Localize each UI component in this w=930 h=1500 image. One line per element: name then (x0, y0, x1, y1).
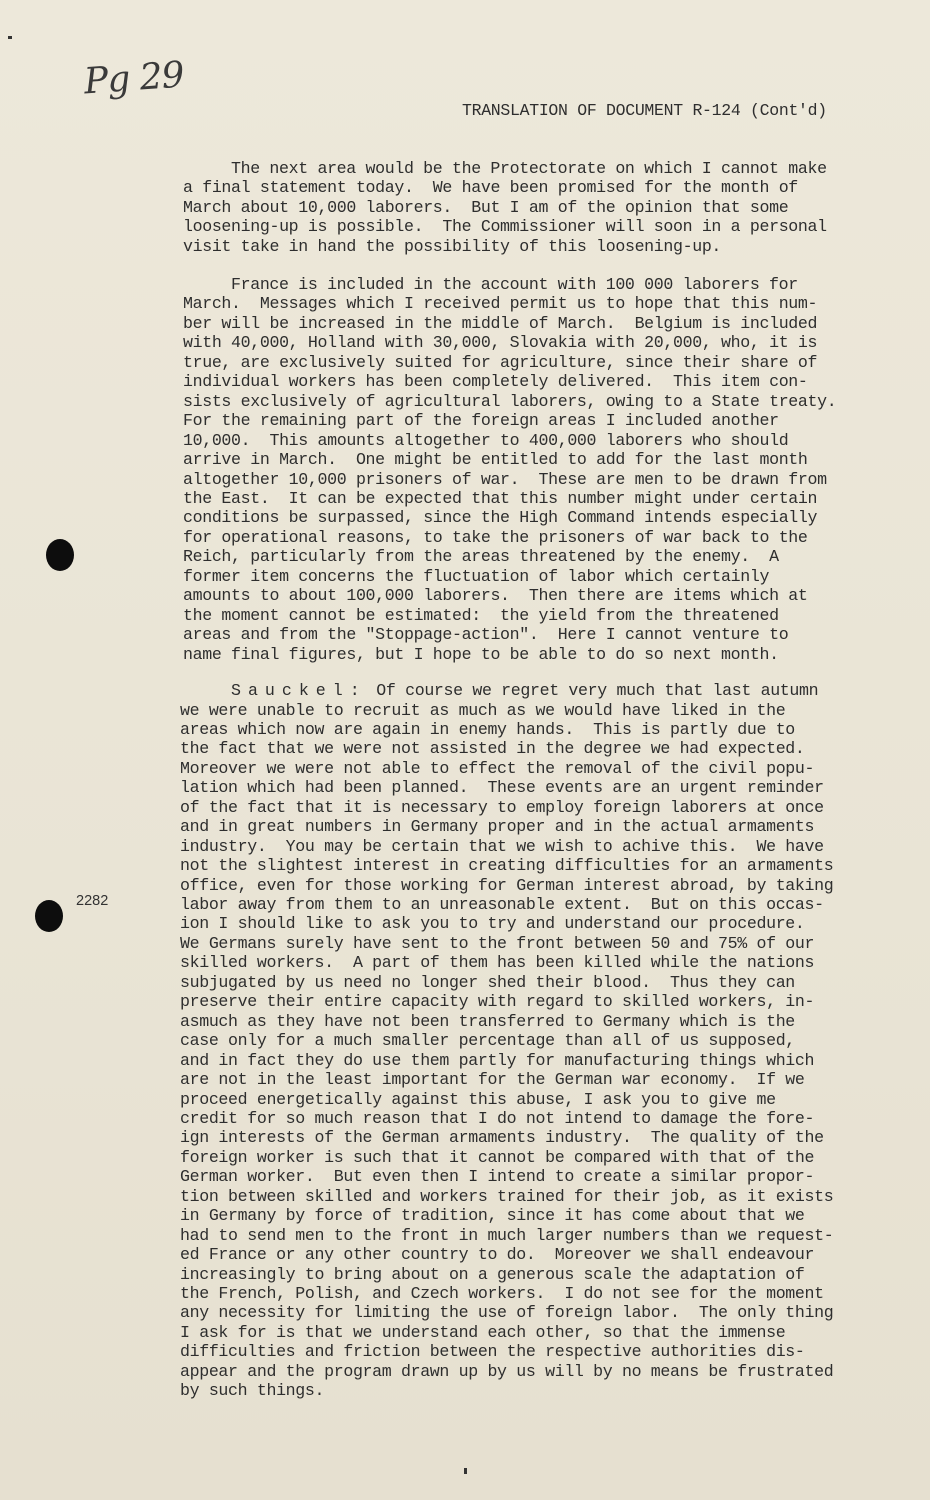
punch-hole-upper (46, 539, 74, 571)
text-line: skilled workers. A part of them has been killed while the nations (180, 953, 815, 973)
text-line: the East. It can be expected that this number might under certain (183, 488, 818, 508)
text-line: For the remaining part of the foreign areas I included another (183, 411, 779, 431)
text-line: asmuch as they have not been transferred to Germany which is the (180, 1011, 795, 1031)
text-line: altogether 10,000 prisoners of war. These are men to be drawn from (183, 469, 827, 489)
speaker-text: Of course we regret very much that last autumn (366, 681, 819, 700)
text-line: and in fact they do use them partly for manufacturing things which (180, 1050, 815, 1070)
text-line: ign interests of the German armaments industry. The quality of the (180, 1128, 824, 1148)
margin-mark (464, 1468, 467, 1474)
text-line: had to send men to the front in much larger numbers than we request- (180, 1225, 834, 1245)
document-header: TRANSLATION OF DOCUMENT R-124 (Cont'd) (462, 101, 827, 120)
text-line: March about 10,000 laborers. But I am of the opinion that some (183, 197, 789, 217)
text-line: the French, Polish, and Czech workers. I do not see for the moment (180, 1284, 824, 1303)
text-line: appear and the program drawn up by us will by no means be frustrated (180, 1361, 834, 1381)
text-line: foreign worker is such that it cannot be compared with that of the (180, 1147, 815, 1167)
text-line: and in great numbers in Germany proper and in the actual armaments (180, 817, 815, 837)
text-line: the fact that we were not assisted in the degree we had expected. (180, 739, 805, 759)
text-line: for operational reasons, to take the prisoners of war back to the (183, 527, 808, 547)
text-line: France is included in the account with 100 000 laborers for (231, 275, 798, 294)
text-line: difficulties and friction between the respective authorities dis- (180, 1342, 805, 1362)
text-line (231, 681, 818, 701)
text-line: ion I should like to ask you to try and understand our procedure. (180, 914, 805, 934)
text-line: Moreover we were not able to effect the removal of the civil popu- (180, 758, 815, 778)
text-line: of the fact that it is necessary to employ foreign laborers at once (180, 797, 824, 817)
text-line: We Germans surely have sent to the front between 50 and 75% of our (180, 933, 815, 953)
text-line: visit take in hand the possibility of this loosening-up. (183, 236, 722, 256)
text-line: conditions be surpassed, since the High Command intends especially (183, 508, 818, 528)
text-line: office, even for those working for German interest abroad, by taking (180, 875, 834, 895)
text-line: areas and from the "Stoppage-action". Here I cannot venture to (183, 625, 789, 645)
text-line: lation which had been planned. These events are an urgent reminder (180, 778, 824, 798)
text-line: the moment cannot be estimated: the yield from the threatened (183, 605, 779, 625)
text-line: ber will be increased in the middle of March. Belgium is included (183, 313, 818, 333)
text-line: industry. You may be certain that we wish to achive this. We have (180, 836, 824, 856)
text-line: The next area would be the Protectorate on which I cannot make (231, 159, 827, 178)
text-line: March. Messages which I received permit us to hope that this num- (183, 294, 818, 314)
margin-number: 2282 (76, 893, 109, 909)
text-line: are not in the least important for the German war economy. If we (180, 1070, 805, 1090)
text-line: a final statement today. We have been promised for the month of (183, 178, 798, 198)
text-line: ed France or any other country to do. Moreover we shall endeavour (180, 1245, 815, 1265)
text-line: with 40,000, Holland with 30,000, Slovakia with 20,000, who, it is (183, 333, 818, 353)
text-line: we were unable to recruit as much as we would have liked in the (180, 700, 786, 720)
text-line: Reich, particularly from the areas threatened by the enemy. A (183, 547, 779, 567)
text-line: increasingly to bring about on a generous scale the adaptation of (180, 1264, 805, 1284)
text-line: in Germany by force of tradition, since it has come about that we (180, 1206, 805, 1226)
speaker-name: Sauckel: (231, 681, 367, 700)
text-line: subjugated by us need no longer shed their blood. Thus they can (180, 972, 795, 992)
text-line: 10,000. This amounts altogether to 400,000 laborers who should (183, 430, 789, 450)
text-line: name final figures, but I hope to be able to do so next month. (183, 644, 779, 664)
text-line: areas which now are again in enemy hands. This is partly due to (180, 719, 795, 739)
text-line: former item concerns the fluctuation of labor which certainly (183, 566, 770, 586)
text-line: true, are exclusively suited for agriculture, since their share of (183, 352, 818, 372)
text-line: individual workers has been completely delivered. This item con- (183, 372, 808, 392)
margin-mark (8, 36, 12, 39)
handwritten-page-note: Pg 29 (82, 54, 185, 103)
text-line: case only for a much smaller percentage than all of us supposed, (180, 1031, 795, 1051)
text-line: I ask for is that we understand each other, so that the immense (180, 1322, 786, 1342)
text-line: by such things. (180, 1381, 325, 1401)
text-line: loosening-up is possible. The Commissioner will soon in a personal (183, 217, 827, 237)
text-line: tion between skilled and workers trained for their job, as it exists (180, 1186, 834, 1206)
text-line: amounts to about 100,000 laborers. Then there are items which at (183, 586, 808, 606)
text-line: not the slightest interest in creating difficulties for an armaments (180, 856, 834, 876)
text-line: proceed energetically against this abuse, I ask you to give me (180, 1089, 776, 1109)
text-line: any necessity for limiting the use of foreign labor. The only thing (180, 1303, 834, 1323)
text-line: sists exclusively of agricultural laborers, owing to a State treaty. (183, 391, 837, 411)
text-line: arrive in March. One might be entitled to add for the last month (183, 450, 808, 470)
text-line: preserve their entire capacity with regard to skilled workers, in- (180, 992, 815, 1012)
text-line: German worker. But even then I intend to create a similar propor- (180, 1167, 815, 1187)
text-line: credit for so much reason that I do not intend to damage the fore- (180, 1108, 815, 1128)
punch-hole-lower (35, 900, 63, 932)
text-line: labor away from them to an unreasonable extent. But on this occas- (180, 895, 824, 914)
